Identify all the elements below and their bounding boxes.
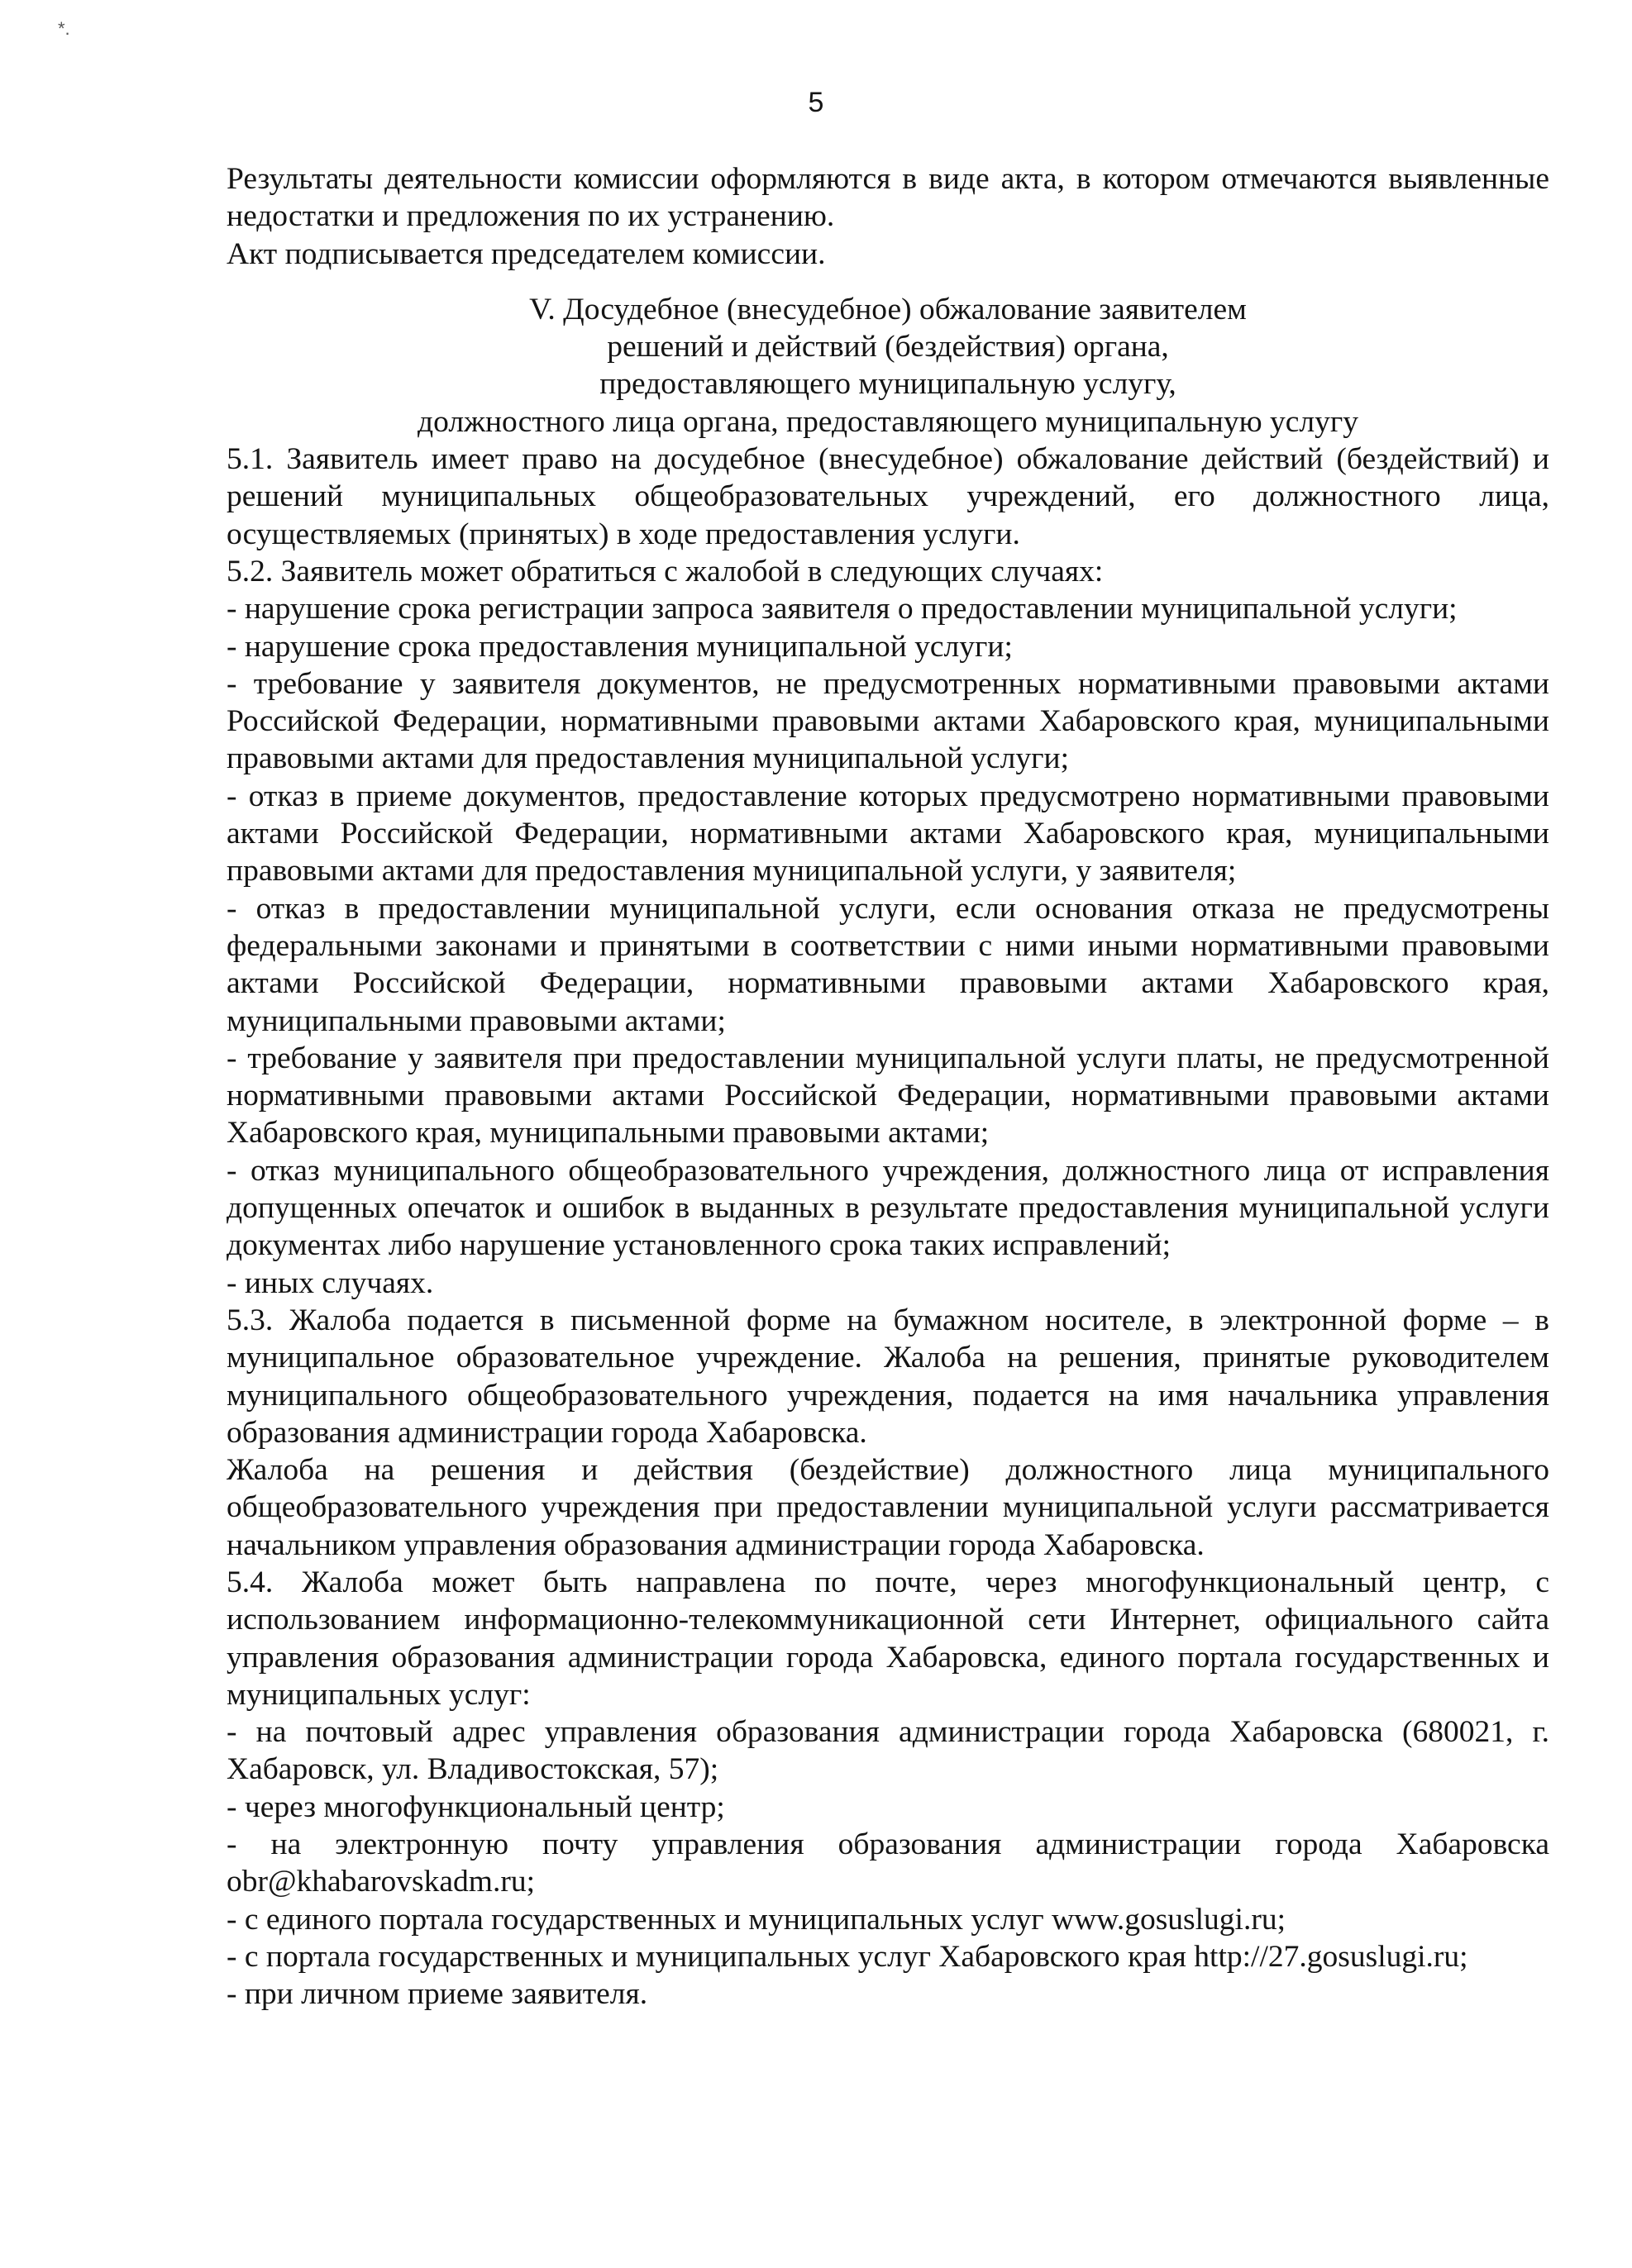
list-item: - требование у заявителя при предоставлении муниципальной услуги платы, не предусмотренной нормативными правовыми актами Российской Федерации, нормативными правовыми актами Хабаровского края, муниципальными правовыми актами;: [227, 1041, 1549, 1151]
list-item: - при личном приеме заявителя.: [227, 1977, 648, 2012]
list-item: - с портала государственных и муниципальных услуг Хабаровского края http://27.gosuslugi.ru;: [227, 1939, 1468, 1974]
intro-paragraph-results: Результаты деятельности комиссии оформляются в виде акта, в котором отмечаются выявленные недостатки и предложения по их устранению.: [227, 162, 1549, 234]
list-item: - на почтовый адрес управления образования администрации города Хабаровска (680021, г. Хабаровск, ул. Владивостокская, 57);: [227, 1715, 1549, 1787]
document-body: [227, 160, 1549, 2013]
intro-paragraph-act: Акт подписывается председателем комиссии.: [227, 236, 826, 271]
list-item: - на электронную почту управления образования администрации города Хабаровска obr@khabarovskadm.ru;: [227, 1827, 1549, 1899]
clause-5-3-continued: Жалоба на решения и действия (бездействие) должностного лица муниципального общеобразовательного учреждения при предоставлении муниципальной услуги рассматривается начальником управления образования администрации города Хабаровска.: [227, 1453, 1549, 1562]
section-heading-line: должностного лица органа, предоставляющего муниципальную услугу: [418, 404, 1358, 439]
list-item: - через многофункциональный центр;: [227, 1789, 725, 1824]
list-item: - нарушение срока регистрации запроса заявителя о предоставлении муниципальной услуги;: [227, 592, 1458, 627]
list-item: - отказ в предоставлении муниципальной услуги, если основания отказа не предусмотрены федеральными законами и принятыми в соответствии с ними иными нормативными правовыми актами Российской Федерации, нормативными правовыми актами Хабаровского края, муниципальными правовыми актами;: [227, 891, 1549, 1038]
list-item: - нарушение срока предоставления муниципальной услуги;: [227, 629, 1013, 664]
page-number: 5: [808, 87, 824, 118]
section-heading-line: V. Досудебное (внесудебное) обжалование заявителем: [529, 292, 1247, 326]
list-item: - отказ муниципального общеобразовательного учреждения, должностного лица от исправления допущенных опечаток и ошибок в выданных в результате предоставления муниципальной услуги документах либо нарушение установленного срока таких исправлений;: [227, 1153, 1549, 1263]
list-item: - иных случаях.: [227, 1265, 434, 1300]
clause-5-1: 5.1. Заявитель имеет право на досудебное (внесудебное) обжалование действий (бездействий) и решений муниципальных общеобразовательных учреждений, его должностного лица, осуществляемых (принятых) в ходе предоставления услуги.: [227, 442, 1549, 551]
section-heading: [227, 291, 1549, 441]
section-heading-line: решений и действий (бездействия) органа,: [607, 330, 1169, 364]
clause-5-4: 5.4. Жалоба может быть направлена по почте, через многофункциональный центр, с использованием информационно-телекоммуникационной сети Интернет, официального сайта управления образования администрации города Хабаровска, единого портала государственных и муниципальных услуг:: [227, 1565, 1549, 1712]
scan-corner-mark: *.: [58, 18, 70, 39]
list-item: - с единого портала государственных и муниципальных услуг www.gosuslugi.ru;: [227, 1902, 1286, 1937]
clause-5-2: 5.2. Заявитель может обратиться с жалобой в следующих случаях:: [227, 554, 1104, 588]
clause-5-3: 5.3. Жалоба подается в письменной форме на бумажном носителе, в электронной форме – в муниципальное образовательное учреждение. Жалоба на решения, принятые руководителем муниципального общеобразовательного учреждения, подается на имя начальника управления образования администрации города Хабаровска.: [227, 1303, 1549, 1450]
list-item: - требование у заявителя документов, не предусмотренных нормативными правовыми актами Российской Федерации, нормативными правовыми актами Хабаровского края, муниципальными правовыми актами для предоставления муниципальной услуги;: [227, 666, 1549, 776]
section-heading-line: предоставляющего муниципальную услугу,: [599, 367, 1176, 402]
list-item: - отказ в приеме документов, предоставление которых предусмотрено нормативными правовыми актами Российской Федерации, нормативными актами Хабаровского края, муниципальными правовыми актами для предоставления муниципальной услуги, у заявителя;: [227, 779, 1549, 889]
